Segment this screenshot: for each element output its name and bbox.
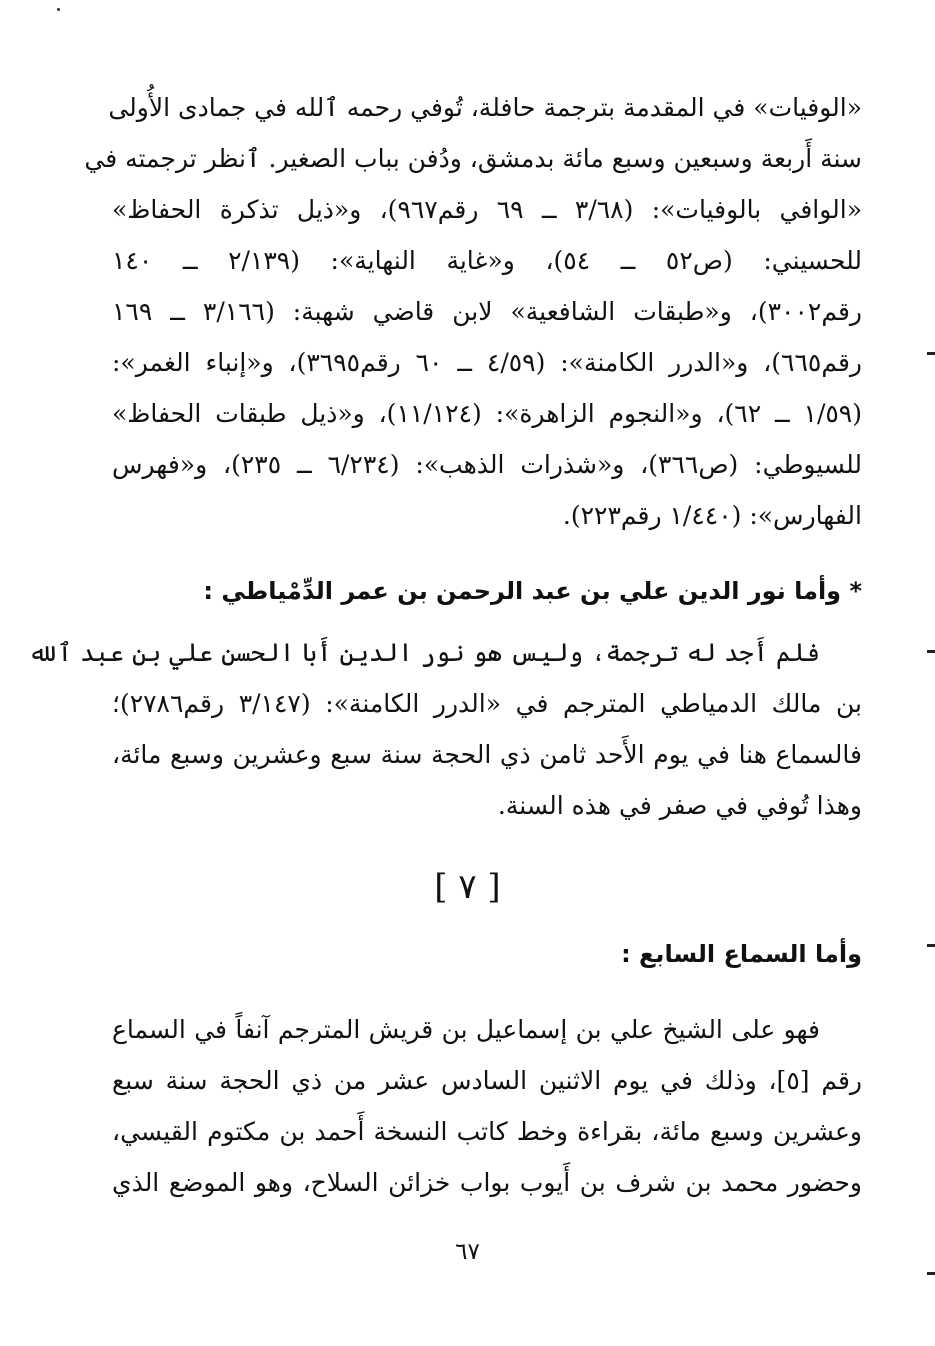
paragraph-nur-al-din [28, 627, 862, 831]
text-line: رقم٣٠٠٢)، و«طبقات الشافعية» لابن قاضي شهبة: (٣/١٦٦ ــ ١٦٩ [112, 297, 862, 326]
scan-edge-mark [927, 1272, 935, 1275]
paragraph-seventh-hearing [112, 1004, 862, 1208]
text-line: سنة أَربعة وسبعين وسبع مائة بدمشق، ودُفن بباب الصغير. ٱنظر ترجمته في [84, 144, 862, 173]
text-line: فهو على الشيخ علي بن إسماعيل بن قريش المترجم آنفاً في السماع [112, 1015, 820, 1044]
text-line: (١/٥٩ ــ ٦٢)، و«النجوم الزاهرة»: (١١/١٢٤)، و«ذيل طبقات الحفاظ» [112, 399, 862, 428]
scan-edge-mark [927, 650, 935, 653]
scan-edge-mark [927, 352, 935, 355]
heading-seventh-hearing: وأما السماع السابع : [621, 940, 862, 968]
text-line: وعشرين وسبع مائة، بقراءة وخط كاتب النسخة أَحمد بن مكتوم القيسي، [112, 1117, 862, 1146]
text-line: الفهارس»: (١/٤٤٠ رقم٢٢٣). [562, 501, 862, 530]
text-line: فلم أَجد له ترجمة، وليس هو نور الدين أَبا الحسن علي بن عبد ٱلله [28, 638, 820, 667]
text-line: للحسيني: (ص٥٢ ــ ٥٤)، و«غاية النهاية»: (٢/١٣٩ ــ ١٤٠ [112, 246, 863, 275]
section-number: [ ٧ ] [434, 867, 501, 907]
scan-edge-mark [927, 944, 935, 947]
heading-nur-al-din-dimyati: * وأما نور الدين علي بن عبد الرحمن بن عمر الدِّمْياطي : [203, 577, 862, 605]
text-line: للسيوطي: (ص٣٦٦)، و«شذرات الذهب»: (٦/٢٣٤ ــ ٢٣٥)، و«فهرس [112, 450, 862, 479]
scan-dot-mark [57, 8, 60, 11]
text-line: «الوافي بالوفيات»: (٣/٦٨ ــ ٦٩ رقم٩٦٧)، و«ذيل تذكرة الحفاظ» [112, 195, 863, 224]
page-number: ٦٧ [455, 1239, 480, 1265]
text-line: وحضور محمد بن شرف بن أَيوب بواب خزائن السلاح، وهو الموضع الذي [112, 1168, 862, 1197]
text-line: وهذا تُوفي في صفر في هذه السنة. [497, 791, 862, 820]
text-line: رقم٦٦٥)، و«الدرر الكامنة»: (٤/٥٩ ــ ٦٠ رقم٣٦٩٥)، و«إنباء الغمر»: [112, 348, 863, 377]
text-line: رقم [٥]، وذلك في يوم الاثنين السادس عشر من ذي الحجة سنة سبع [112, 1066, 862, 1095]
text-line: بن مالك الدمياطي المترجم في «الدرر الكامنة»: (٣/١٤٧ رقم٢٧٨٦)؛ [112, 689, 862, 718]
paragraph-wafayat-references [84, 82, 863, 541]
text-line: «الوفيات» في المقدمة بترجمة حافلة، تُوفي رحمه ٱلله في جمادى الأُولى [108, 93, 862, 122]
text-line: فالسماع هنا في يوم الأَحد ثامن ذي الحجة سنة سبع وعشرين وسبع مائة، [112, 740, 862, 769]
